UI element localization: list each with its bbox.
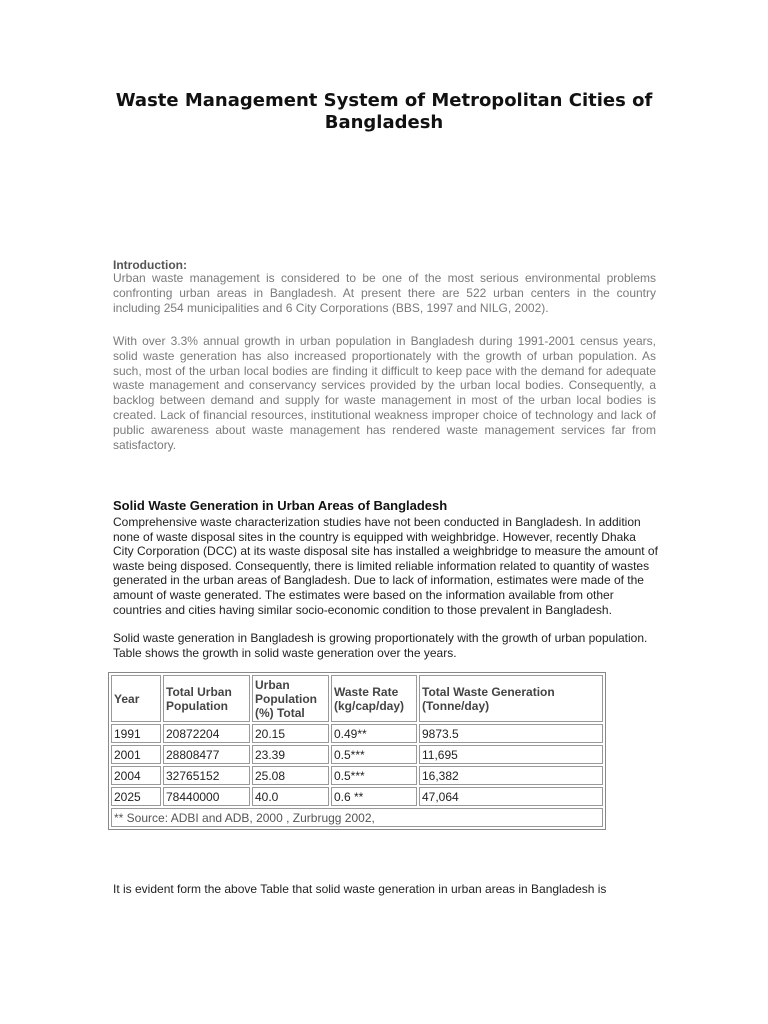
table-cell: 40.0: [252, 787, 329, 806]
table-cell: 78440000: [163, 787, 250, 806]
table-source-row: [111, 808, 603, 827]
table-cell: 28808477: [163, 745, 250, 764]
table-row: [111, 787, 603, 806]
table-header-cell: Total Waste Generation (Tonne/day): [419, 675, 603, 722]
table-cell: 25.08: [252, 766, 329, 785]
table-header-cell: Urban Population (%) Total: [252, 675, 329, 722]
section-paragraph-1: Comprehensive waste characterization studies have not been conducted in Bangladesh. In addition none of waste disposal sites in the country is equipped with weighbridge. However, recently Dhaka City Corporation (DCC) at its waste disposal site has installed a weighbridge to measure the amount of waste being disposed. Consequently, there is limited reliable information related to quantity of wastes generated in the urban areas of Bangladesh. Due to lack of information, estimates were made of the amount of waste generated. The estimates were based on the information available from other countries and cities having similar socio-economic condition to those prevalent in Bangladesh.: [113, 515, 658, 617]
table-cell: 0.5***: [331, 766, 417, 785]
table-cell: 32765152: [163, 766, 250, 785]
table-row: [111, 724, 603, 743]
introduction-paragraph-1: Urban waste management is considered to be one of the most serious environmental problems confronting urban areas in Bangladesh. At present there are 522 urban centers in the country including 254 municipalities and 6 City Corporations (BBS, 1997 and NILG, 2002).: [113, 271, 656, 315]
table-cell: 1991: [111, 724, 161, 743]
table-cell: 23.39: [252, 745, 329, 764]
table-cell: 0.49**: [331, 724, 417, 743]
table-cell: 2001: [111, 745, 161, 764]
table-cell: 2004: [111, 766, 161, 785]
introduction-heading: Introduction:: [113, 258, 187, 272]
section-paragraph-2: Solid waste generation in Bangladesh is growing proportionately with the growth of urban population. Table shows the growth in solid waste generation over the years.: [113, 631, 648, 660]
table-header-cell: Waste Rate (kg/cap/day): [331, 675, 417, 722]
waste-generation-table: [108, 672, 606, 830]
table-cell: 0.6 **: [331, 787, 417, 806]
introduction-paragraph-2: With over 3.3% annual growth in urban population in Bangladesh during 1991-2001 census years, solid waste generation has also increased proportionately with the growth of urban population. As such, most of the urban local bodies are finding it difficult to keep pace with the demand for adequate waste management and conservancy services provided by the urban local bodies. Consequently, a backlog between demand and supply for waste management in most of the urban local bodies is created. Lack of financial resources, institutional weakness improper choice of technology and lack of public awareness about waste management has rendered waste management services far from satisfactory.: [113, 334, 656, 452]
section-heading: Solid Waste Generation in Urban Areas of Bangladesh: [113, 498, 448, 513]
table-cell: 2025: [111, 787, 161, 806]
table-cell: 20872204: [163, 724, 250, 743]
table-header-cell: Total Urban Population: [163, 675, 250, 722]
table-cell: 0.5***: [331, 745, 417, 764]
table-header-cell: Year: [111, 675, 161, 722]
table-header-row: [111, 675, 603, 722]
table-row: [111, 766, 603, 785]
table-cell: 47,064: [419, 787, 603, 806]
table-source-note: ** Source: ADBI and ADB, 2000 , Zurbrugg 2002,: [111, 808, 603, 827]
table-cell: 20.15: [252, 724, 329, 743]
table-cell: 16,382: [419, 766, 603, 785]
table-cell: 11,695: [419, 745, 603, 764]
table-cell: 9873.5: [419, 724, 603, 743]
table-row: [111, 745, 603, 764]
closing-paragraph: It is evident form the above Table that solid waste generation in urban areas in Bangladesh is: [113, 882, 607, 896]
page-title: Waste Management System of Metropolitan Cities of Bangladesh: [115, 90, 653, 133]
